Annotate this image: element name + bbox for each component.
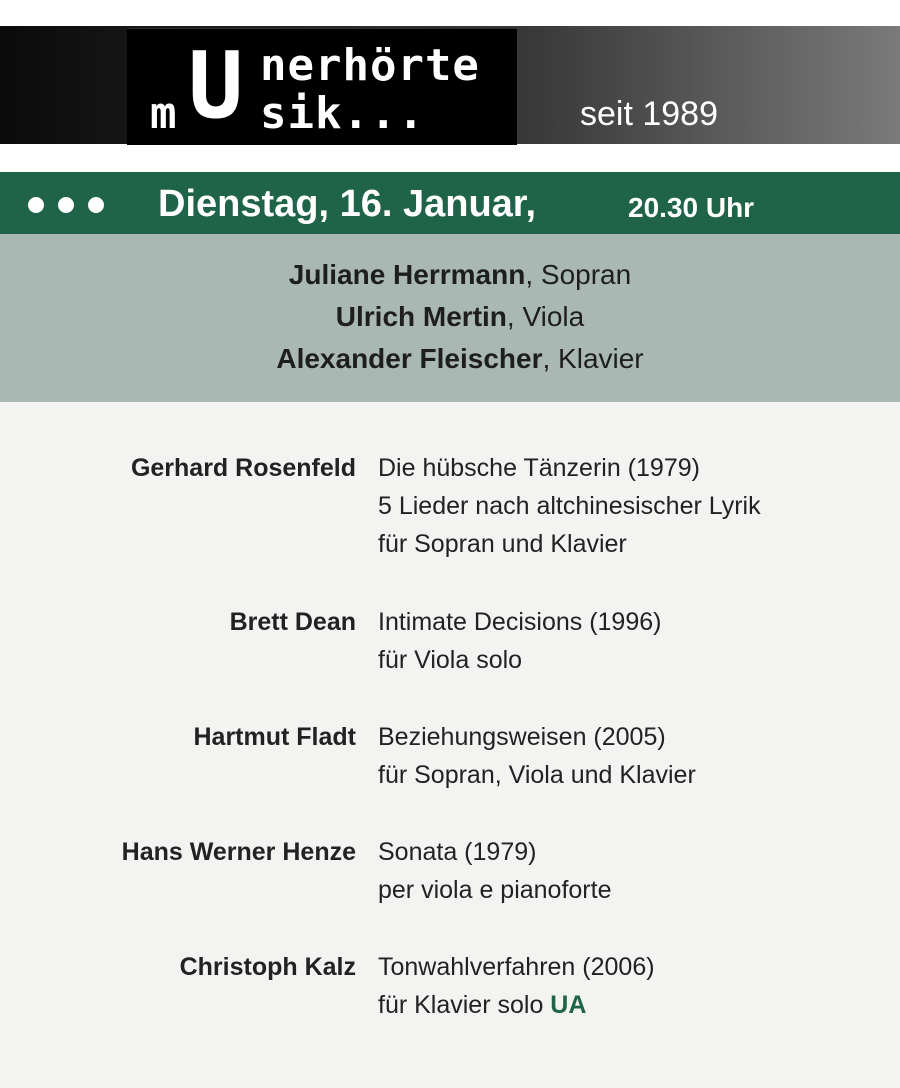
logo-line-2-suffix: sik... xyxy=(260,88,425,139)
composer-name: Gerhard Rosenfeld xyxy=(130,454,356,482)
logo-big-letter: U xyxy=(188,32,244,139)
work-line: für Viola solo xyxy=(378,646,523,674)
work-line: Tonwahlverfahren (2006) xyxy=(378,953,655,981)
work-description xyxy=(378,449,888,563)
composer-name: Christoph Kalz xyxy=(179,953,356,981)
performer-name: Alexander Fleischer xyxy=(276,343,543,374)
composer-name: Brett Dean xyxy=(229,608,356,636)
work-line: per viola e pianoforte xyxy=(378,876,612,904)
bullet-dots xyxy=(28,190,138,220)
performer xyxy=(0,258,900,292)
performer-role: , Klavier xyxy=(542,343,644,374)
composer-name: Hans Werner Henze xyxy=(121,838,356,866)
dot-icon xyxy=(88,197,104,213)
work-description xyxy=(378,718,888,794)
work-line xyxy=(378,986,888,1024)
premiere-badge: UA xyxy=(550,991,587,1019)
dot-icon xyxy=(28,197,44,213)
performer xyxy=(0,300,900,334)
work-line: Die hübsche Tänzerin (1979) xyxy=(378,454,700,482)
work-line: Sonata (1979) xyxy=(378,838,537,866)
work-line: Intimate Decisions (1996) xyxy=(378,608,662,636)
work-line: Beziehungsweisen (2005) xyxy=(378,723,666,751)
dot-icon xyxy=(58,197,74,213)
performer-role: , Viola xyxy=(506,301,585,332)
work-line-text: für Klavier solo xyxy=(378,991,551,1019)
work-description xyxy=(378,603,888,679)
logo-line-2-prefix: m xyxy=(150,88,177,139)
event-date: Dienstag, 16. Januar, xyxy=(158,183,537,225)
work-line: für Sopran und Klavier xyxy=(378,530,627,558)
performer xyxy=(0,342,900,376)
work-line: 5 Lieder nach altchinesischer Lyrik xyxy=(378,492,761,520)
work-line: für Sopran, Viola und Klavier xyxy=(378,761,696,789)
tagline: seit 1989 xyxy=(580,95,718,133)
event-time: 20.30 Uhr xyxy=(628,192,755,223)
performer-name: Ulrich Mertin xyxy=(335,301,507,332)
performer-role: , Sopran xyxy=(525,259,632,290)
performer-name: Juliane Herrmann xyxy=(288,259,526,290)
composer-name: Hartmut Fladt xyxy=(193,723,356,751)
logo-line-1: nerhörte xyxy=(260,40,480,91)
work-description xyxy=(378,833,888,909)
work-description xyxy=(378,948,888,1024)
